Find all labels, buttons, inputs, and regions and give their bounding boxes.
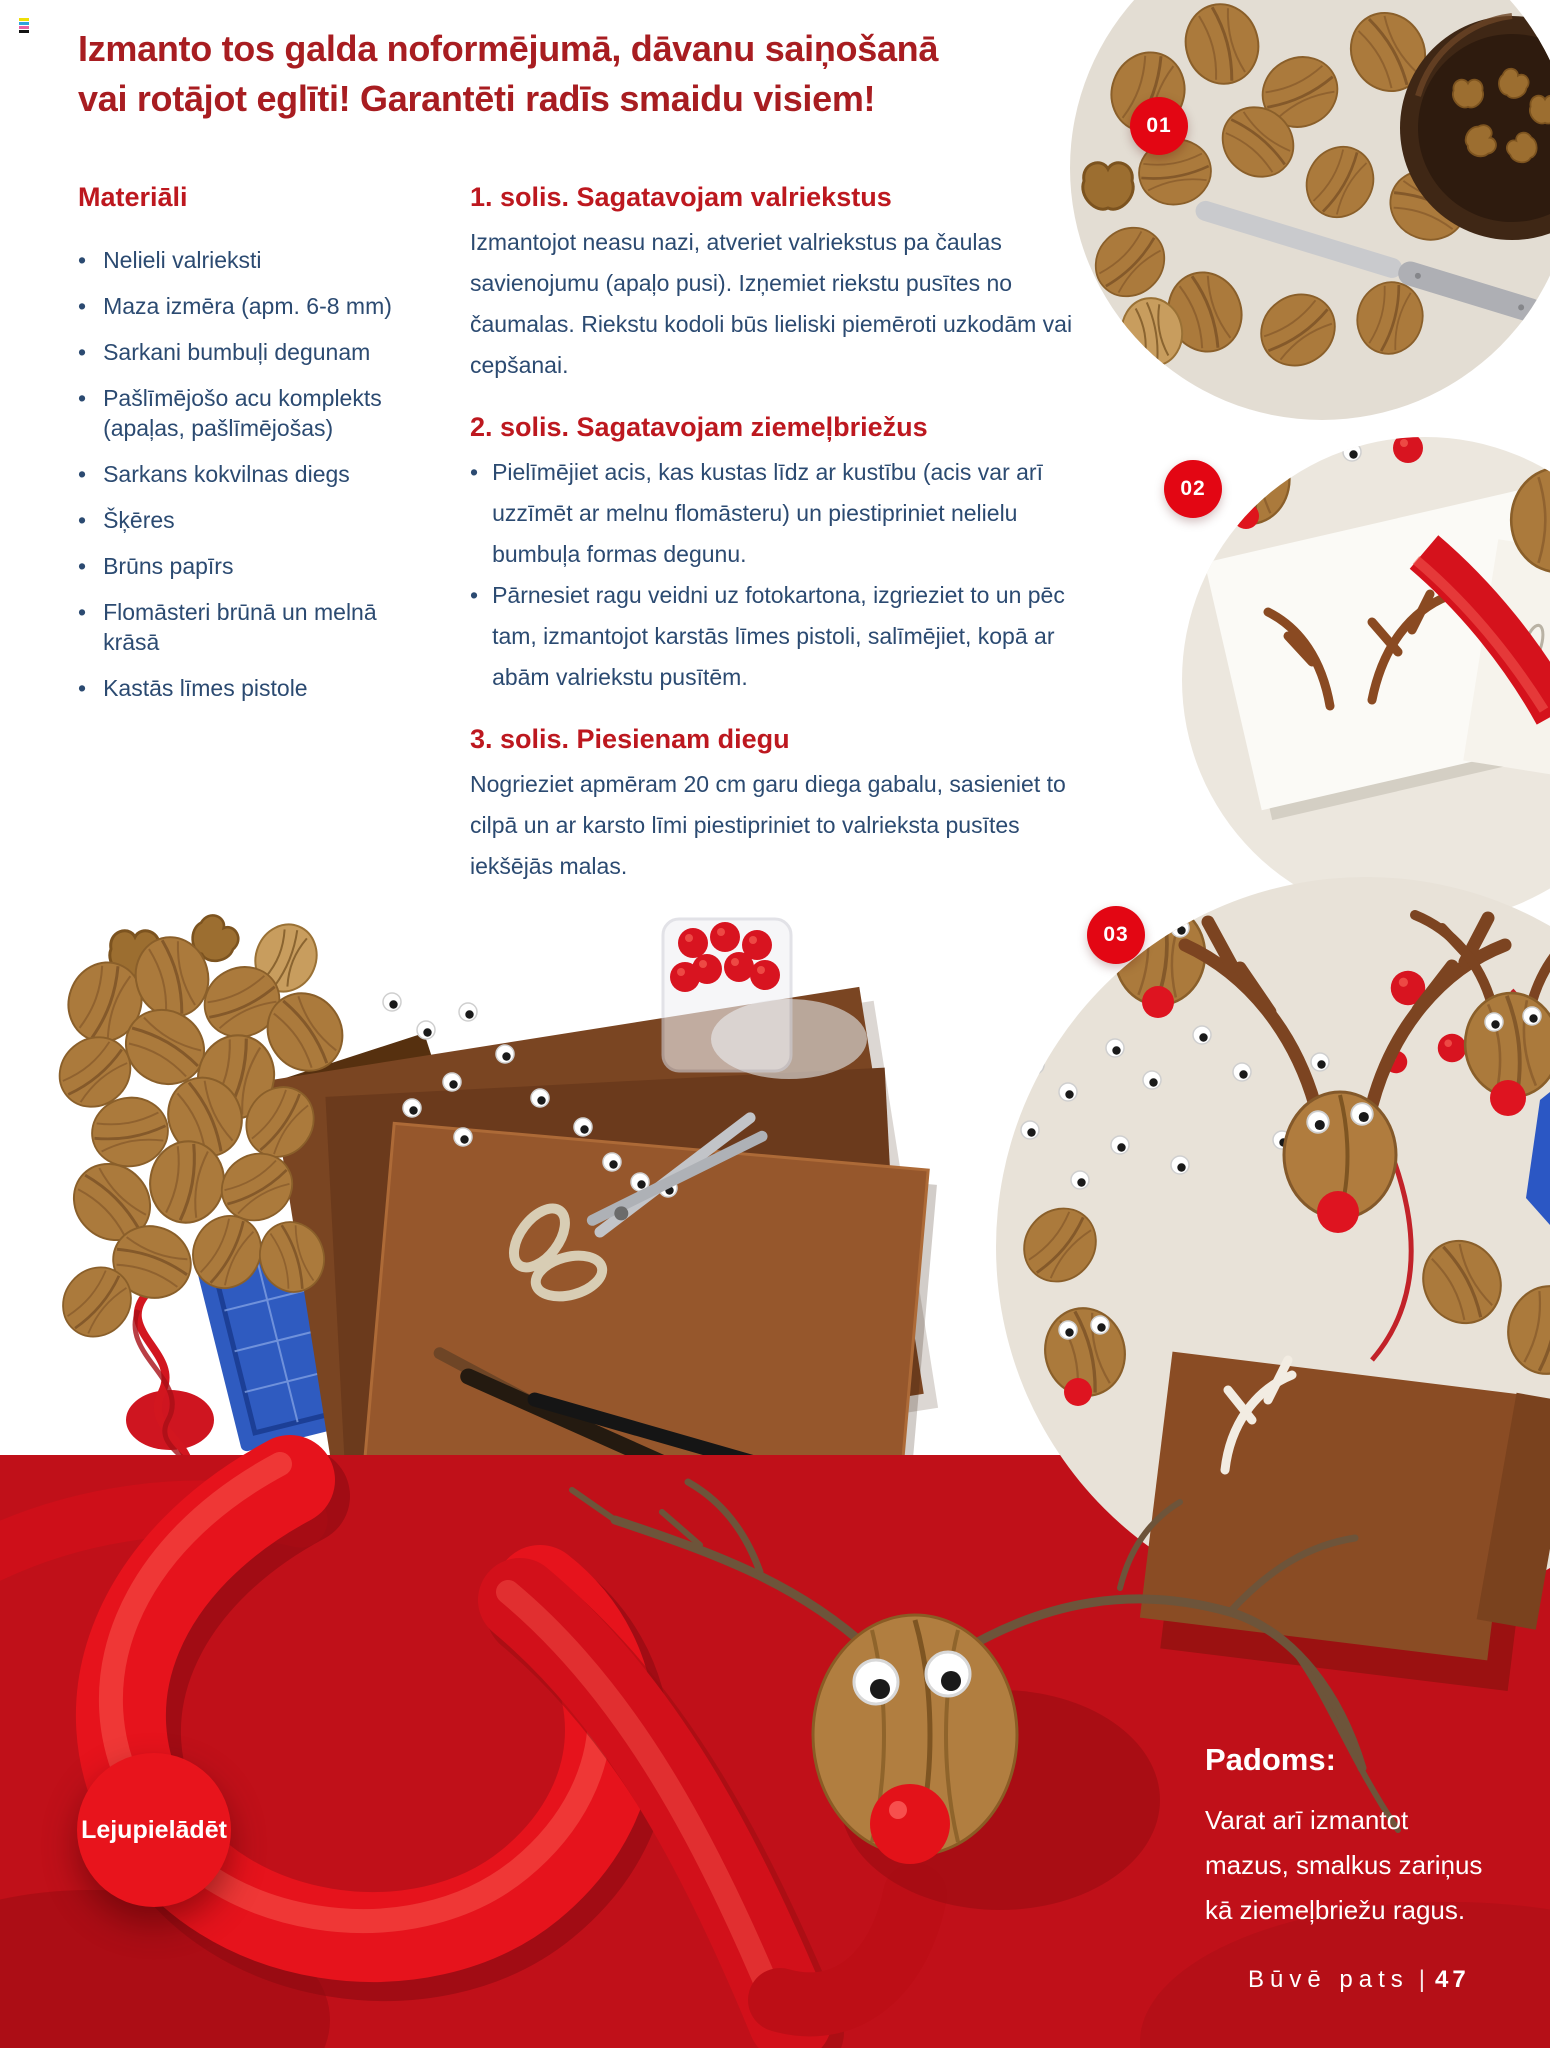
step-2-heading: 2. solis. Sagatavojam ziemeļbriežus bbox=[470, 412, 928, 442]
tip-line: Varat arī izmantot bbox=[1205, 1805, 1409, 1835]
step-2-list bbox=[470, 452, 1110, 698]
step-1 bbox=[470, 182, 1110, 386]
print-registration-mark bbox=[19, 18, 29, 34]
materials-list bbox=[78, 245, 423, 703]
page-title-line2: vai rotājot eglīti! Garantēti radīs smaidu visiem! bbox=[78, 78, 876, 119]
tip-line: kā ziemeļbriežu ragus. bbox=[1205, 1895, 1466, 1925]
bullet-dot: • bbox=[78, 599, 87, 625]
step-3-heading: 3. solis. Piesienam diegu bbox=[470, 724, 790, 754]
bullet-dot: • bbox=[78, 461, 87, 487]
step-3-text: Nogrieziet apmēram 20 cm garu diega gabalu, sasieniet to cilpā un ar karsto līmi piestipriniet to valrieksta pusītes iekšējās malas. bbox=[470, 771, 1066, 879]
tip-block bbox=[1205, 1742, 1525, 1933]
materials-section bbox=[78, 182, 423, 719]
bullet-dot: • bbox=[78, 553, 87, 579]
step-2 bbox=[470, 412, 1110, 698]
photo-badge-02: 02 bbox=[1164, 460, 1222, 518]
list-item: • Nelieli valrieksti bbox=[78, 247, 262, 273]
footer-separator: | bbox=[1418, 1966, 1425, 1993]
bullet-dot: • bbox=[78, 339, 87, 365]
step-1-text: Izmantojot neasu nazi, atveriet valriekstus pa čaulas savienojumu (apaļo pusi). Izņemiet riekstu pusītes no čaumalas. Riekstu kodoli būs lieliski piemēroti uzkodām vai cepšanai. bbox=[470, 229, 1073, 378]
list-item: • Sarkans kokvilnas diegs bbox=[78, 461, 350, 487]
photo-badge-01: 01 bbox=[1130, 97, 1188, 155]
bullet-dot: • bbox=[78, 507, 87, 533]
list-item: • Pašlīmējošo acu komplekts (apaļas, pašlīmējošas) bbox=[78, 385, 382, 441]
list-item: • Sarkani bumbuļi degunam bbox=[78, 339, 371, 365]
bullet-dot: • bbox=[470, 459, 479, 485]
bullet-dot: • bbox=[78, 385, 87, 411]
bullet-dot: • bbox=[470, 582, 479, 608]
list-item: • Flomāsteri brūnā un melnā krāsā bbox=[78, 599, 377, 655]
photo-badge-03: 03 bbox=[1087, 906, 1145, 964]
instructions-section bbox=[470, 182, 1110, 887]
tip-line: mazus, smalkus zariņus bbox=[1205, 1850, 1483, 1880]
bullet-dot: • bbox=[78, 675, 87, 701]
googly-eye bbox=[854, 1660, 898, 1704]
materials-heading: Materiāli bbox=[78, 182, 188, 212]
download-button[interactable]: Lejupielādēt bbox=[77, 1753, 231, 1907]
photo-step1-walnuts-circle bbox=[1070, 0, 1550, 420]
list-item: • Maza izmēra (apm. 6-8 mm) bbox=[78, 293, 392, 319]
page-title bbox=[78, 24, 978, 124]
tip-heading: Padoms: bbox=[1205, 1742, 1336, 1777]
pompom-nose bbox=[870, 1784, 950, 1864]
step-3 bbox=[470, 724, 1110, 887]
footer-brand: Būvē pats bbox=[1248, 1966, 1409, 1993]
page-footer bbox=[1248, 1966, 1470, 1994]
bullet-dot: • bbox=[78, 293, 87, 319]
list-item: • Šķēres bbox=[78, 507, 175, 533]
bullet-dot: • bbox=[78, 247, 87, 273]
list-item: • Kastās līmes pistole bbox=[78, 675, 308, 701]
cardboard-square bbox=[1136, 1352, 1550, 1691]
step-1-heading: 1. solis. Sagatavojam valriekstus bbox=[470, 182, 892, 212]
page-number: 47 bbox=[1434, 1966, 1470, 1993]
list-item: • Pielīmējiet acis, kas kustas līdz ar kustību (acis var arī uzzīmēt ar melnu flomāsteru) un piestipriniet nelielu bumbuļa formas degunu. bbox=[470, 452, 1110, 575]
page-title-line1: Izmanto tos galda noformējumā, dāvanu saiņošanā bbox=[78, 28, 939, 69]
googly-eye bbox=[926, 1652, 970, 1696]
list-item: • Brūns papīrs bbox=[78, 553, 234, 579]
list-item: • Pārnesiet ragu veidni uz fotokartona, izgrieziet to un pēc tam, izmantojot karstās līmes pistoli, salīmējiet, kopā ar abām valriekstu pusītēm. bbox=[470, 575, 1110, 698]
